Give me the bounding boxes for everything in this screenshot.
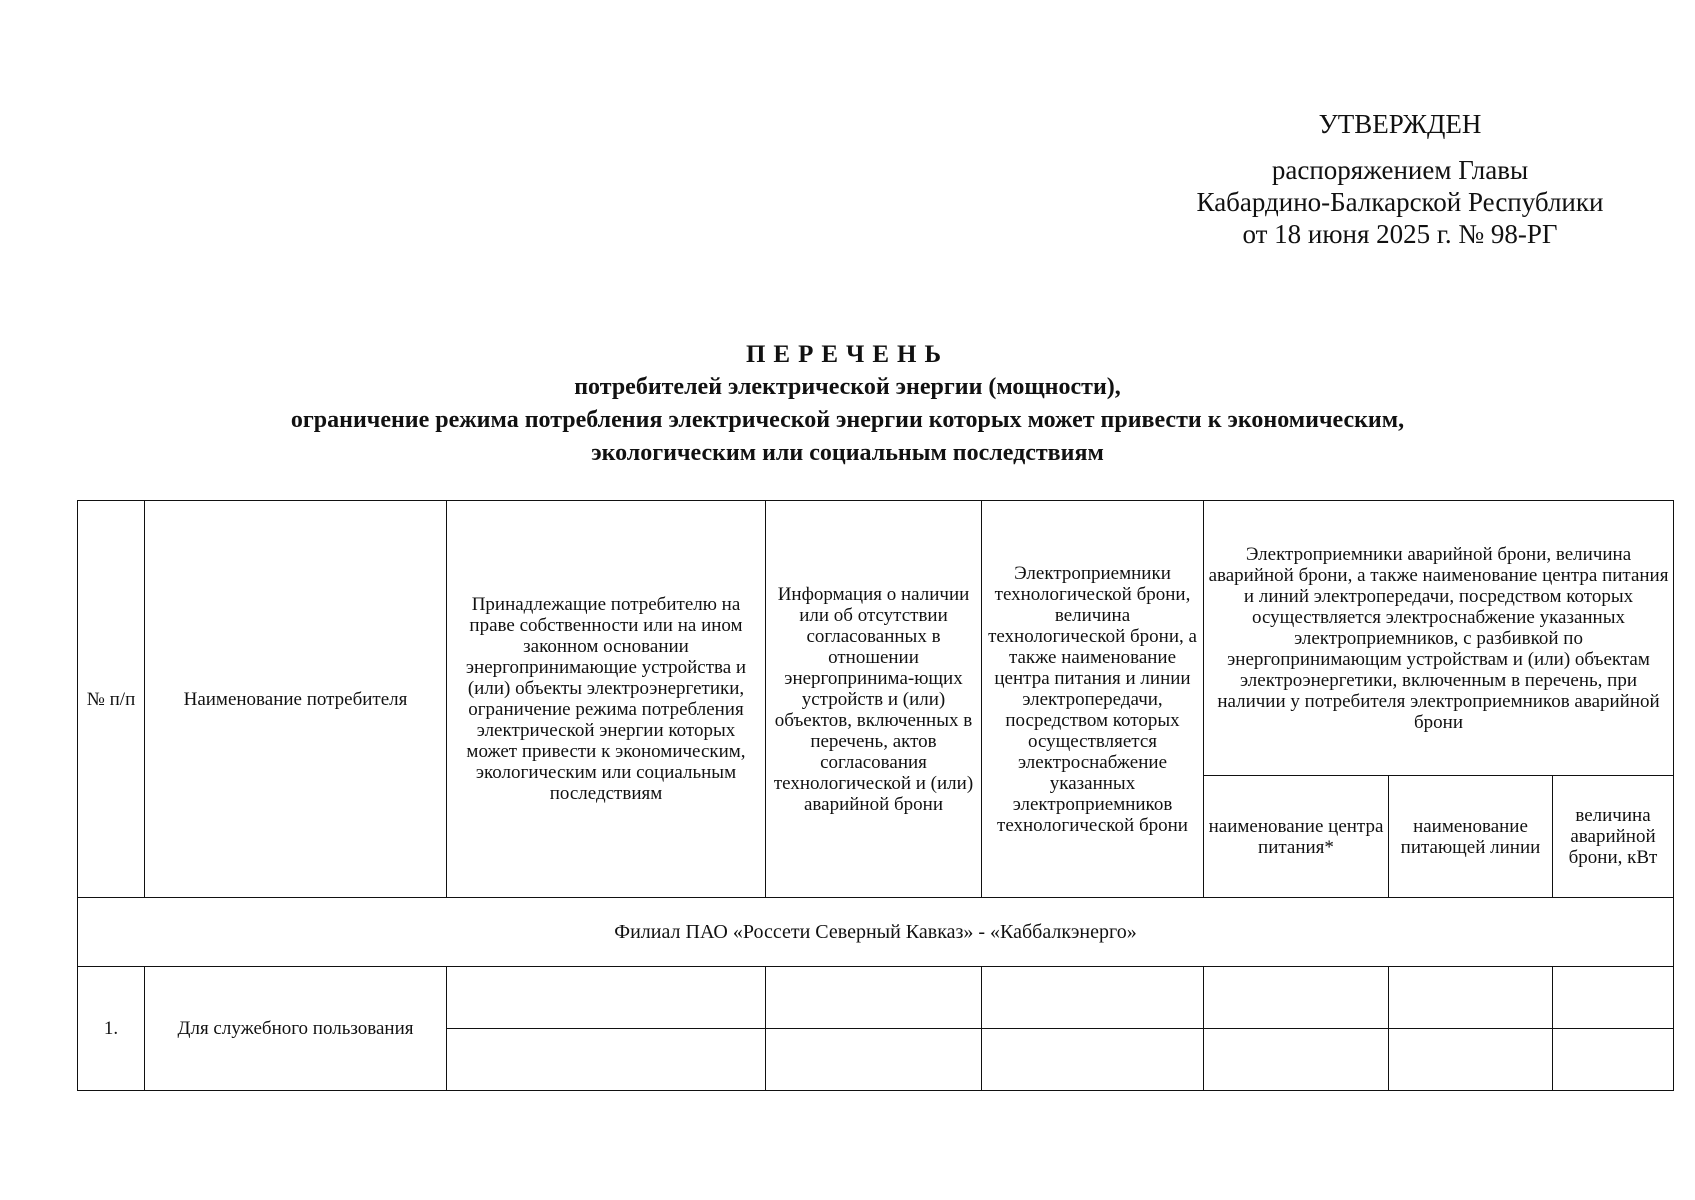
approved-word: УТВЕРЖДЕН bbox=[1318, 109, 1482, 139]
table-cell bbox=[1389, 967, 1553, 1029]
table-cell bbox=[1204, 967, 1389, 1029]
table-cell bbox=[766, 967, 982, 1029]
row-consumer-name: Для служебного пользования bbox=[145, 967, 447, 1091]
table-cell bbox=[447, 1029, 766, 1091]
table-cell bbox=[1389, 1029, 1553, 1091]
org-name: Филиал ПАО «Россети Северный Кавказ» - «Каббалкэнерго» bbox=[78, 898, 1674, 967]
table-row bbox=[78, 967, 1674, 1029]
header-consumer-name: Наименование потребителя bbox=[145, 501, 447, 898]
header-tech-reserve: Электроприемники технологической брони, величина технологической брони, а также наименование центра питания и линии электропередачи, посредством которых осуществляется электроснабжение указанных электроприемников технологической брони bbox=[982, 501, 1204, 898]
approval-line: распоряжением Главы bbox=[1271, 155, 1529, 185]
header-supply-line: наименование питающей линии bbox=[1389, 776, 1553, 898]
table-cell bbox=[982, 1029, 1204, 1091]
document-subtitle: экологическим или социальным последствиям bbox=[591, 440, 1104, 466]
header-num: № п/п bbox=[78, 501, 145, 898]
table-cell bbox=[766, 1029, 982, 1091]
header-agreement-info: Информация о наличии или об отсутствии согласованных в отношении энергопринима-ющих устройств и (или) объектов, включенных в перечень, актов согласования технологической и (или) аварийной брони bbox=[766, 501, 982, 898]
document-heading bbox=[60, 338, 1635, 470]
table-cell bbox=[1204, 1029, 1389, 1091]
table-header-row bbox=[78, 501, 1674, 776]
table-cell bbox=[1553, 967, 1674, 1029]
document-subtitle: ограничение режима потребления электрической энергии которых может привести к экономическим, bbox=[290, 407, 1405, 433]
consumers-table bbox=[77, 500, 1674, 1091]
document-subtitle: потребителей электрической энергии (мощности), bbox=[574, 374, 1121, 400]
table-cell bbox=[1553, 1029, 1674, 1091]
header-reserve-value: величина аварийной брони, кВт bbox=[1553, 776, 1674, 898]
header-emergency-reserve: Электроприемники аварийной брони, величина аварийной брони, а также наименование центра питания и линий электропередачи, посредством которых осуществляется электроснабжение указанных электроприемников, с разбивкой по энергопринимающим устройствам и (или) объектам электроэнергетики, включенным в перечень, при наличии у потребителя электроприемников аварийной брони bbox=[1204, 501, 1674, 776]
approval-block bbox=[1100, 108, 1695, 250]
row-number: 1. bbox=[78, 967, 145, 1091]
approval-line: Кабардино-Балкарской Республики bbox=[1196, 187, 1604, 217]
header-power-center: наименование центра питания* bbox=[1204, 776, 1389, 898]
table-cell bbox=[447, 967, 766, 1029]
document-title: ПЕРЕЧЕНЬ bbox=[745, 341, 950, 368]
table-cell bbox=[982, 967, 1204, 1029]
org-row bbox=[78, 898, 1674, 967]
header-owned-devices: Принадлежащие потребителю на праве собственности или на ином законном основании энергопринимающие устройства и (или) объекты электроэнергетики, ограничение режима потребления электрической энергии которых может привести к экономическим, экологическим или социальным последствиям bbox=[447, 501, 766, 898]
approval-line: от 18 июня 2025 г. № 98-РГ bbox=[1242, 219, 1558, 249]
